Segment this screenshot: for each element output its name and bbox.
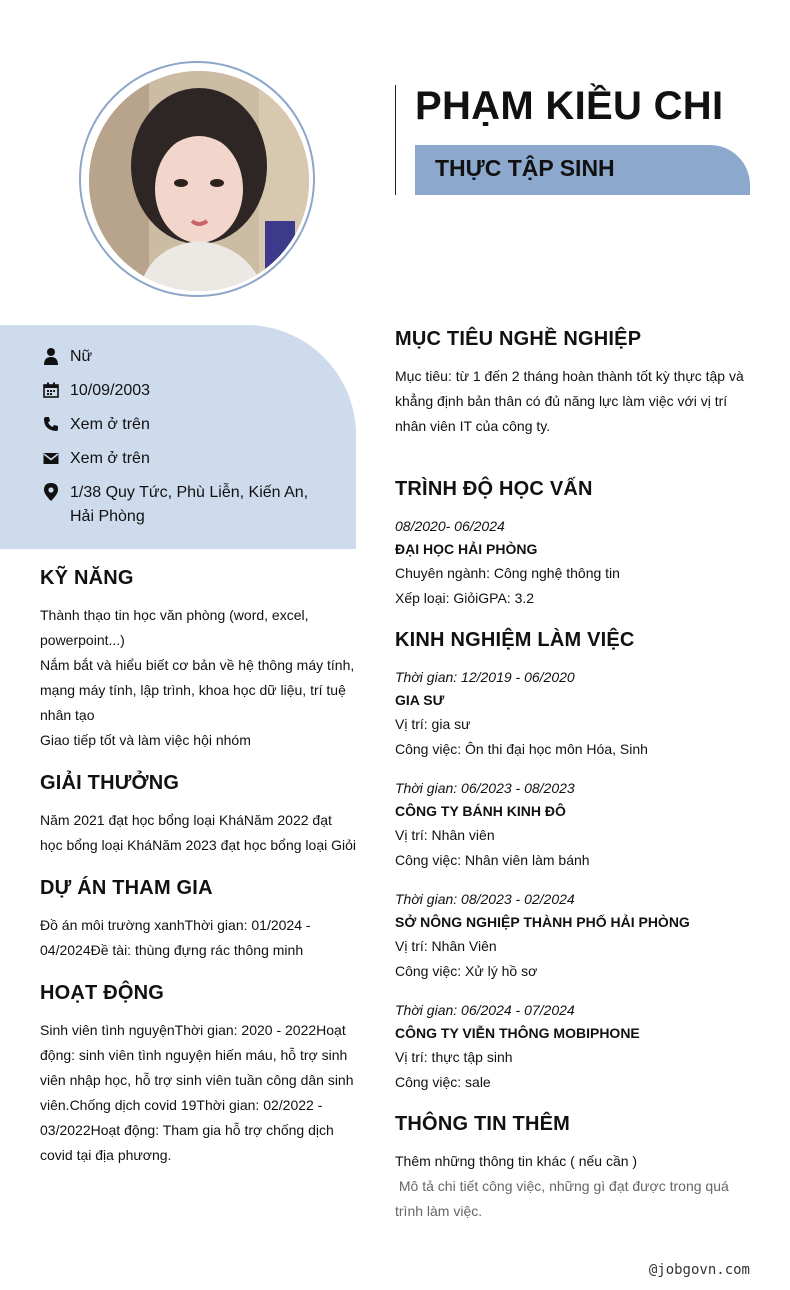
activities-line: động: sinh viên tình nguyện hiến máu, hỗ trợ sinh (40, 1047, 348, 1063)
full-name: PHẠM KIỀU CHI (415, 84, 724, 128)
education-major: Chuyên ngành: Công nghệ thông tin (395, 565, 620, 581)
education-date: 08/2020- 06/2024 (395, 518, 505, 534)
experience-position: Vị trí: gia sư (395, 716, 471, 732)
education-entry (395, 515, 751, 611)
calendar-icon (40, 379, 62, 401)
person-icon (40, 345, 62, 367)
skills-line: Thành thạo tin học văn phòng (word, excel, (40, 607, 309, 623)
skills-line: mạng máy tính, lập trình, khoa học dữ liệu, trí tuệ (40, 682, 346, 698)
experience-date: Thời gian: 06/2024 - 07/2024 (395, 1002, 575, 1018)
skills-line: Giao tiếp tốt và làm việc hội nhóm (40, 732, 251, 748)
skills-heading: KỸ NĂNG (40, 567, 134, 589)
dob-text: 10/09/2003 (70, 382, 151, 399)
objective-heading: MỤC TIÊU NGHỀ NGHIỆP (395, 328, 642, 350)
experience-job: Công việc: Nhân viên làm bánh (395, 852, 590, 868)
experience-heading: KINH NGHIỆM LÀM VIỆC (395, 629, 635, 651)
projects-line: Đồ án môi trường xanhThời gian: 01/2024 - (40, 917, 311, 933)
awards-line: Năm 2021 đạt học bổng loại KháNăm 2022 đạt (40, 812, 332, 828)
experience-job: Công việc: sale (395, 1074, 491, 1090)
contact-gender (40, 345, 320, 369)
experience-date: Thời gian: 08/2023 - 02/2024 (395, 891, 575, 907)
experience-job: Công việc: Ôn thi đại học môn Hóa, Sinh (395, 741, 648, 757)
avatar (89, 71, 309, 291)
activities-heading: HOẠT ĐỘNG (40, 982, 165, 1004)
awards-line: học bổng loại KháNăm 2023 đạt học bổng loại Giỏi (40, 837, 356, 853)
contact-address (40, 481, 320, 529)
location-pin-icon (40, 481, 62, 503)
education-school: ĐẠI HỌC HẢI PHÒNG (395, 541, 538, 557)
address-text (70, 481, 320, 529)
activities-line: viên.Chống dịch covid 19Thời gian: 02/2022 - (40, 1097, 323, 1113)
skills-line: powerpoint...) (40, 632, 125, 648)
awards-heading: GIẢI THƯỞNG (40, 772, 180, 794)
activities-line: viên nhập học, hỗ trợ sinh viên tuần công dân sinh (40, 1072, 354, 1088)
gender-text: Nữ (70, 348, 93, 365)
skills-list (40, 603, 356, 753)
experience-position: Vị trí: thực tập sinh (395, 1049, 513, 1065)
extra-info-description: trình làm việc. (395, 1203, 483, 1219)
education-grade: Xếp loại: GiỏiGPA: 3.2 (395, 590, 535, 606)
awards-text (40, 808, 356, 858)
extra-info-text (395, 1149, 751, 1224)
experience-date: Thời gian: 12/2019 - 06/2020 (395, 669, 575, 685)
name-divider (395, 85, 396, 195)
address-line-2: Hải Phòng (70, 508, 145, 525)
experience-org: CÔNG TY VIỄN THÔNG MOBIPHONE (395, 1025, 640, 1041)
activities-line: 03/2022Hoạt động: Tham gia hỗ trợ chống dịch (40, 1122, 334, 1138)
extra-info-description: Mô tả chi tiết công việc, những gì đạt được trong quá (395, 1178, 729, 1194)
experience-item (395, 666, 751, 762)
activities-text (40, 1018, 356, 1168)
objective-line: nhân viên IT của công ty. (395, 418, 551, 434)
activities-line: Sinh viên tình nguyệnThời gian: 2020 - 2022Hoạt (40, 1022, 346, 1038)
activities-line: covid tại địa phương. (40, 1147, 172, 1163)
mail-icon (40, 447, 62, 469)
skills-line: nhân tạo (40, 707, 95, 723)
watermark: @jobgovn.com (648, 1262, 750, 1278)
experience-org: SỞ NÔNG NGHIỆP THÀNH PHỐ HẢI PHÒNG (395, 914, 690, 930)
experience-org: GIA SƯ (395, 692, 445, 708)
phone-text[interactable]: Xem ở trên (70, 416, 150, 433)
extra-info-line: Thêm những thông tin khác ( nếu cần ) (395, 1153, 638, 1169)
experience-item (395, 999, 751, 1095)
skills-line: Nắm bắt và hiểu biết cơ bản về hệ thông máy tính, (40, 657, 355, 673)
experience-job: Công việc: Xử lý hồ sơ (395, 963, 538, 979)
projects-line: 04/2024Đề tài: thùng đựng rác thông minh (40, 942, 304, 958)
objective-line: khẳng định bản thân có đủ năng lực làm việc với vị trí (395, 393, 728, 409)
experience-item (395, 888, 751, 984)
objective-line: Mục tiêu: từ 1 đến 2 tháng hoàn thành tốt kỳ thực tập và (395, 368, 744, 384)
email-text[interactable]: Xem ở trên (70, 450, 150, 467)
job-title: THỰC TẬP SINH (435, 155, 615, 181)
projects-text (40, 913, 356, 963)
extra-info-heading: THÔNG TIN THÊM (395, 1113, 571, 1135)
experience-position: Vị trí: Nhân viên (395, 827, 495, 843)
objective-text (395, 364, 751, 439)
projects-heading: DỰ ÁN THAM GIA (40, 877, 213, 899)
experience-position: Vị trí: Nhân Viên (395, 938, 497, 954)
experience-date: Thời gian: 06/2023 - 08/2023 (395, 780, 575, 796)
contact-dob (40, 379, 320, 403)
address-line-1: 1/38 Quy Tức, Phù Liễn, Kiến An, (70, 484, 309, 501)
contact-email (40, 447, 320, 471)
experience-item (395, 777, 751, 873)
avatar-photo-illustration (89, 71, 309, 291)
phone-icon (40, 413, 62, 435)
contact-phone (40, 413, 320, 437)
education-heading: TRÌNH ĐỘ HỌC VẤN (395, 478, 593, 500)
experience-org: CÔNG TY BÁNH KINH ĐÔ (395, 803, 566, 819)
